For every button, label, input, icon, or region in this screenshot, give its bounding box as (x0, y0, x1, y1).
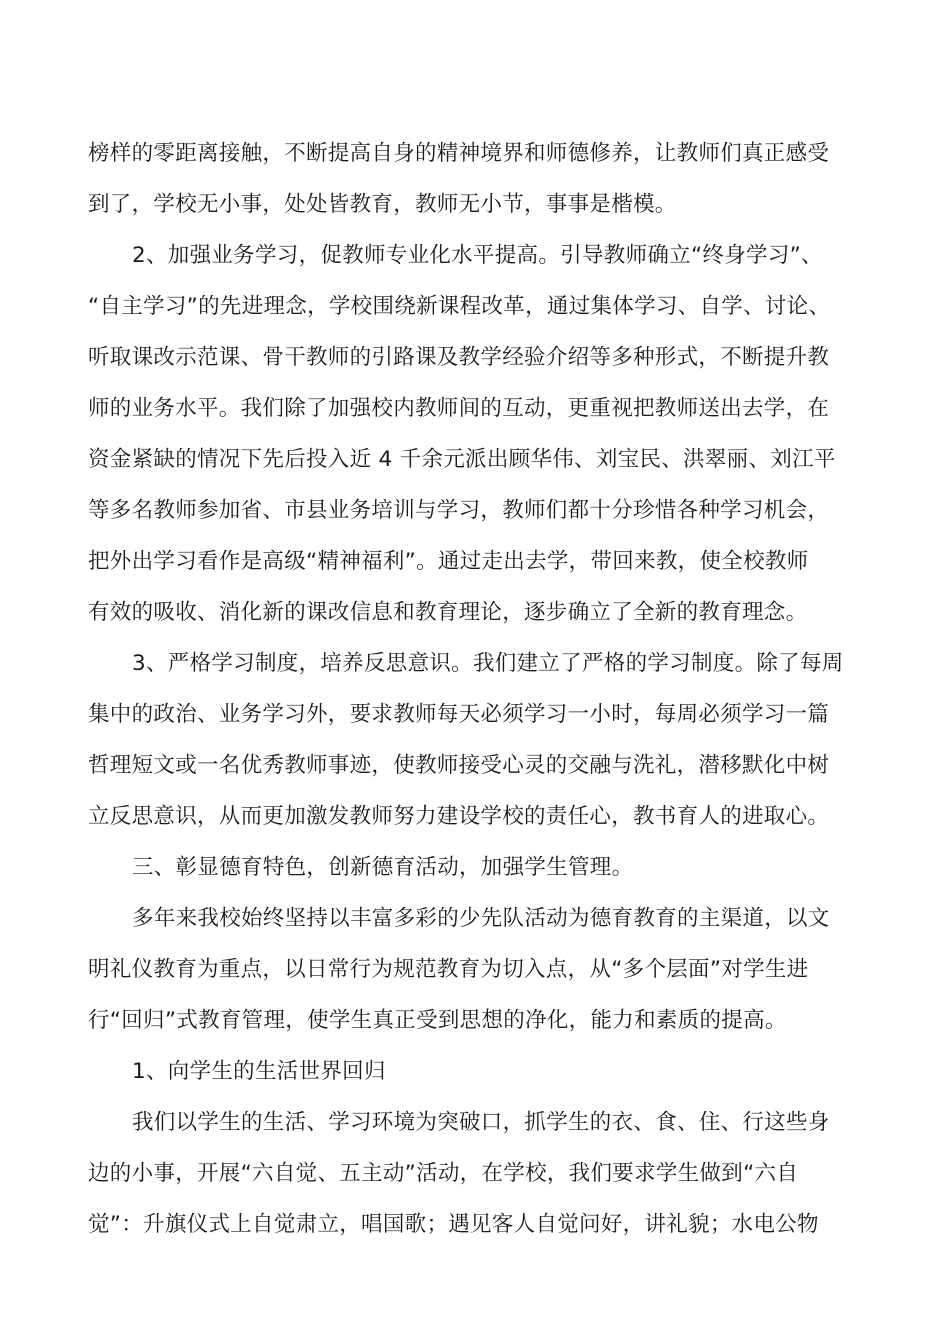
subsection-heading: 1、向学生的生活世界回归 (132, 1059, 386, 1084)
text-line: 榜样的零距离接触，不断提高自身的精神境界和师德修养，让教师们真正感受 (88, 141, 830, 166)
text-line: 边的小事，开展“六自觉、五主动”活动，在学校，我们要求学生做到“六自 (88, 1161, 799, 1186)
section-heading: 三、彰显德育特色，创新德育活动，加强学生管理。 (132, 855, 634, 880)
text-line: 3、严格学习制度，培养反思意识。我们建立了严格的学习制度。除了每周 (132, 651, 844, 676)
document-body (88, 128, 868, 1250)
text-line: 把外出学习看作是高级“精神福利”。通过走出去学，带回来教，使全校教师 (88, 549, 809, 574)
text-line: 等多名教师参加省、市县业务培训与学习，教师们都十分珍惜各种学习机会， (88, 498, 830, 523)
text-line: 到了，学校无小事，处处皆教育，教师无小节，事事是楷模。 (88, 192, 677, 217)
text-line: “自主学习”的先进理念，学校围绕新课程改革，通过集体学习、自学、讨论、 (88, 294, 831, 319)
text-line: 多年来我校始终坚持以丰富多彩的少先队活动为德育教育的主渠道，以文 (132, 906, 830, 931)
text-line: 师的业务水平。我们除了加强校内教师间的互动，更重视把教师送出去学，在 (88, 396, 830, 421)
text-line: 行“回归”式教育管理，使学生真正受到思想的净化，能力和素质的提高。 (88, 1008, 787, 1033)
text-line: 2、加强业务学习，促教师专业化水平提高。引导教师确立“终身学习”、 (132, 243, 823, 268)
text-line: 听取课改示范课、骨干教师的引路课及教学经验介绍等多种形式，不断提升教 (88, 345, 830, 370)
text-line: 我们以学生的生活、学习环境为突破口，抓学生的衣、食、住、行这些身 (132, 1110, 830, 1135)
text-line: 资金紧缺的情况下先后投入近 4 千余元派出顾华伟、刘宝民、洪翠丽、刘江平 (88, 447, 836, 472)
text-line: 觉”：升旗仪式上自觉肃立，唱国歌；遇见客人自觉问好，讲礼貌；水电公物 (88, 1212, 819, 1237)
text-line: 集中的政治、业务学习外，要求教师每天必须学习一小时，每周必须学习一篇 (88, 702, 830, 727)
text-line: 有效的吸收、消化新的课改信息和教育理论，逐步确立了全新的教育理念。 (88, 600, 808, 625)
text-line: 立反思意识，从而更加激发教师努力建设学校的责任心，教书育人的进取心。 (88, 804, 830, 829)
text-line: 明礼仪教育为重点，以日常行为规范教育为切入点，从“多个层面”对学生进 (88, 957, 809, 982)
text-line: 哲理短文或一名优秀教师事迹，使教师接受心灵的交融与洗礼，潜移默化中树 (88, 753, 830, 778)
